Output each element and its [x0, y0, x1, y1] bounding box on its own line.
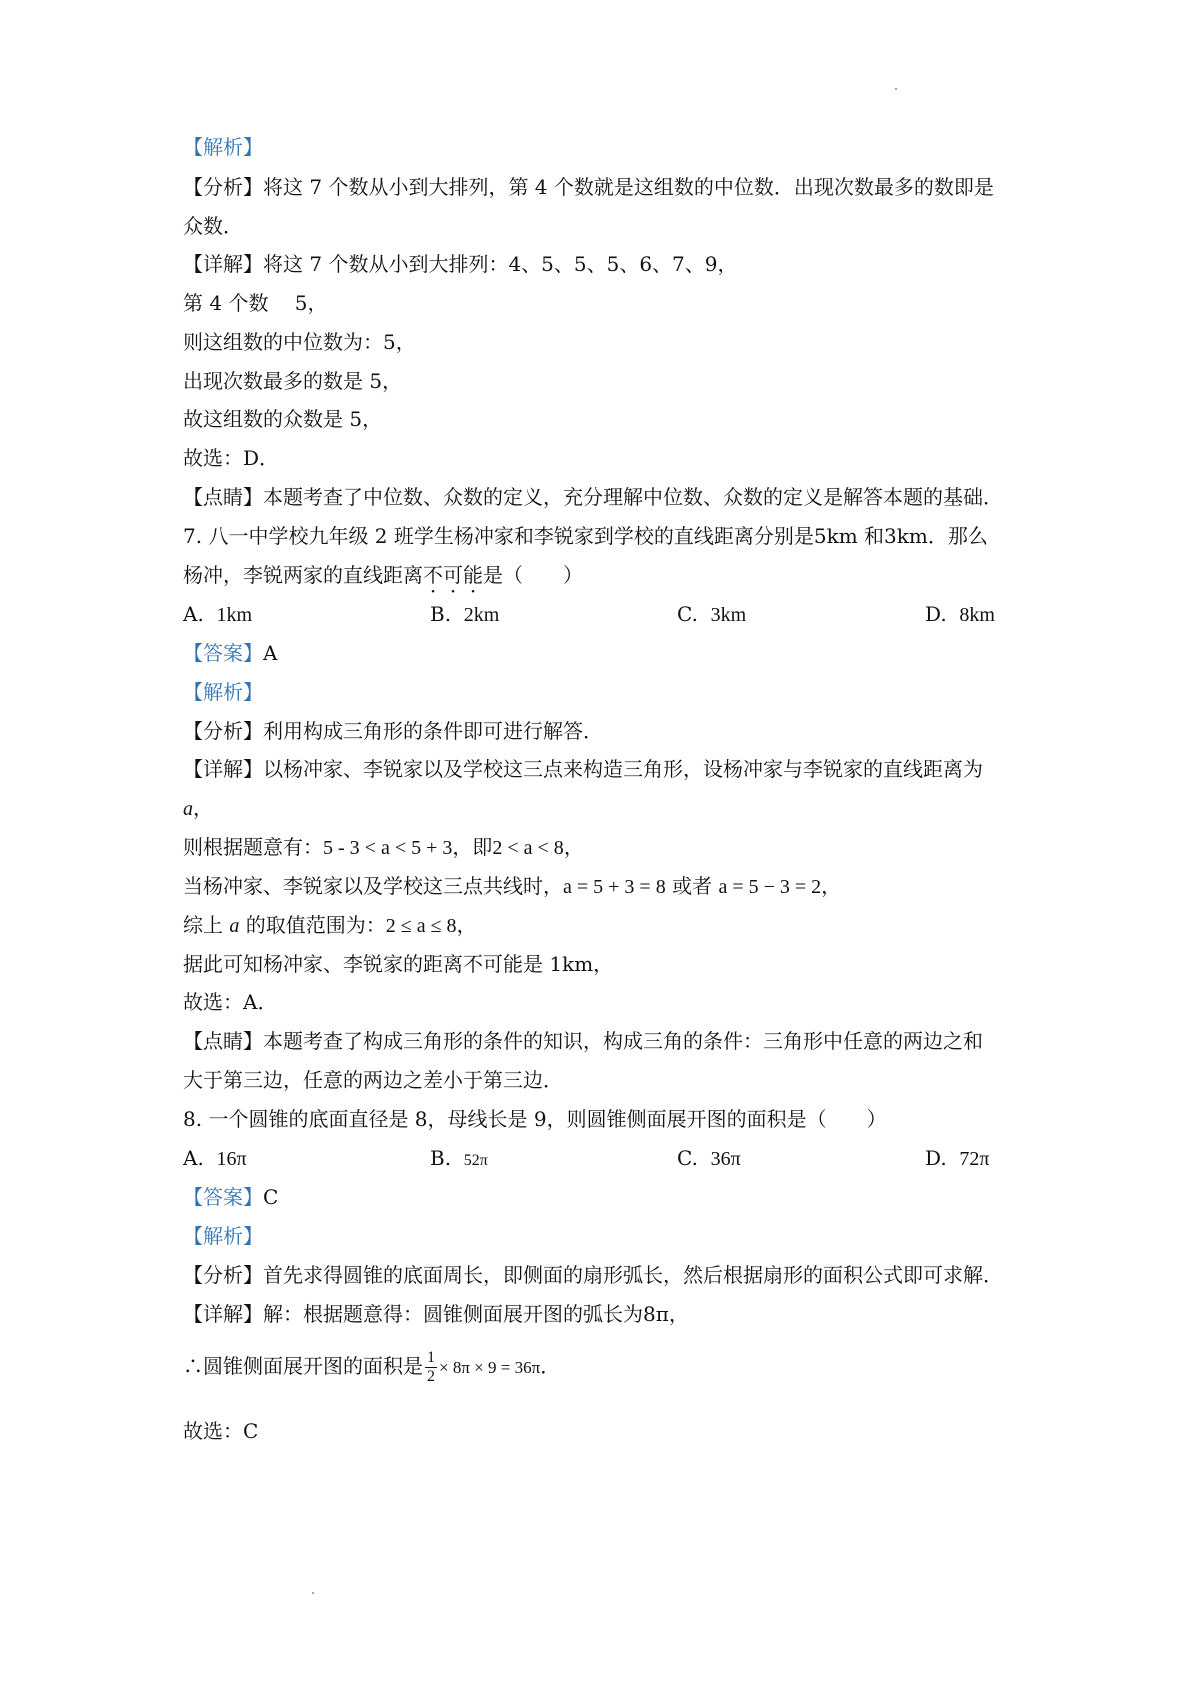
- option-letter: B.: [430, 1146, 452, 1170]
- q7-option-c: [677, 600, 746, 629]
- option-letter: C.: [677, 602, 698, 626]
- dianjing-text: 本题考查了中位数、众数的定义，充分理解中位数、众数的定义是解答本题的基础．: [263, 485, 1003, 509]
- q8-option-a: [183, 1144, 247, 1173]
- math-expression: 5 - 3 < a < 5 + 3: [323, 837, 453, 859]
- option-text: 72π: [959, 1148, 990, 1170]
- q7-option-b: [430, 600, 499, 629]
- q8-jiexi-heading: 【解析】: [183, 1224, 263, 1248]
- dianjing-text: 本题考查了构成三角形的条件的知识，构成三角的条件：三角形中任意的两边之和: [263, 1029, 983, 1053]
- text: 当杨冲家、李锐家以及学校这三点共线时，: [183, 874, 563, 898]
- q8-fenxi: [183, 1261, 1003, 1289]
- option-letter: A.: [183, 602, 204, 626]
- answer-tag: 【答案】: [183, 641, 263, 665]
- q8-line-2: [183, 1344, 560, 1390]
- q7-line-4: [183, 872, 841, 901]
- option-text: 2km: [463, 604, 500, 626]
- xiangjie-tag: 【详解】: [183, 757, 263, 781]
- q7-dianjing: [183, 1027, 983, 1055]
- math-expression: 2 ≤ a ≤ 8: [385, 915, 457, 937]
- scan-dot: [312, 1592, 314, 1594]
- q6-jiexi-heading: 【解析】: [183, 135, 263, 159]
- punct: ，: [821, 874, 842, 898]
- q7-dianjing-cont: 大于第三边，任意的两边之差小于第三边．: [183, 1068, 563, 1092]
- option-text: 36π: [710, 1148, 741, 1170]
- xiangjie-text: 将这 7 个数从小到大排列：4、5、5、5、6、7、9，: [263, 252, 738, 276]
- option-letter: D.: [925, 1146, 947, 1170]
- text: 则根据题意有：: [183, 835, 323, 859]
- fraction: [425, 1349, 437, 1386]
- emphasis-char: 能: [463, 563, 483, 587]
- q8-option-c: [677, 1144, 741, 1173]
- xiangjie-text: 以杨冲家、李锐家以及学校这三点来构造三角形，设杨冲家与李锐家的直线距离为: [263, 757, 983, 781]
- q7-line-5: [183, 911, 477, 940]
- q6-line-4: 出现次数最多的数是 5，: [183, 369, 403, 393]
- fenxi-text: 利用构成三角形的条件即可进行解答．: [263, 719, 603, 743]
- q7-xiangjie-cont: [183, 794, 213, 823]
- option-letter: B.: [430, 602, 452, 626]
- math-expression: 2 < a < 8: [492, 837, 564, 859]
- punct: ，: [193, 796, 213, 820]
- scan-dot: [895, 88, 897, 90]
- q8-xiangjie: [183, 1300, 689, 1328]
- q6-xiangjie: [183, 250, 738, 278]
- math-expression: a = 5 + 3 = 8: [563, 876, 666, 898]
- q7-stem-line-2: [183, 561, 583, 589]
- option-text: 3km: [710, 604, 747, 626]
- xiangjie-tag: 【详解】: [183, 1302, 263, 1326]
- q8-line-3: 故选：C: [183, 1419, 259, 1443]
- fenxi-text: 首先求得圆锥的底面周长，即侧面的扇形弧长，然后根据扇形的面积公式即可求解．: [263, 1263, 1003, 1287]
- fenxi-tag: 【分析】: [183, 719, 263, 743]
- q7-xiangjie: [183, 755, 983, 783]
- q7-fenxi: [183, 717, 603, 745]
- q6-line-6: 故选：D．: [183, 446, 280, 470]
- q7-line-6: 据此可知杨冲家、李锐家的距离不可能是 1km，: [183, 952, 614, 976]
- math-var: a: [183, 798, 193, 820]
- text: 综上: [183, 913, 230, 937]
- q7-option-d: [925, 600, 995, 629]
- option-text: 52π: [463, 1152, 488, 1169]
- option-text: 8km: [959, 604, 995, 626]
- fenxi-tag: 【分析】: [183, 175, 263, 199]
- q6-fenxi: [183, 173, 994, 201]
- q6-dianjing: [183, 483, 1003, 511]
- q7-option-a: [183, 600, 252, 629]
- option-letter: D.: [925, 602, 947, 626]
- math-expression: × 8π × 9 = 36π: [439, 1358, 541, 1377]
- math-var: a: [229, 915, 240, 937]
- q6-line-3: 则这组数的中位数为：5，: [183, 330, 416, 354]
- text: ，即: [452, 835, 493, 859]
- punct: ，: [563, 835, 584, 859]
- q6-line-2: 第 4 个数 5，: [183, 291, 328, 315]
- punct: ．: [540, 1354, 561, 1378]
- q8-option-b: [430, 1144, 488, 1175]
- punct: ，: [456, 913, 477, 937]
- q7-jiexi-heading: 【解析】: [183, 680, 263, 704]
- text: ∴圆锥侧面展开图的面积是: [183, 1354, 423, 1378]
- q8-stem: 8. 一个圆锥的底面直径是 8，母线长是 9，则圆锥侧面展开图的面积是（ ）: [183, 1107, 887, 1131]
- math-expression: a = 5 − 3 = 2: [718, 876, 822, 898]
- q7-stem-part-b: 是（ ）: [483, 563, 583, 587]
- fenxi-text: 将这 7 个数从小到大排列，第 4 个数就是这组数的中位数．出现次数最多的数即是: [263, 175, 994, 199]
- option-text: 16π: [216, 1148, 247, 1170]
- text: 的取值范围为：: [239, 913, 386, 937]
- q7-line-3: [183, 833, 584, 862]
- q6-fenxi-cont: 众数．: [183, 214, 243, 238]
- option-letter: C.: [677, 1146, 698, 1170]
- option-text: 1km: [216, 604, 253, 626]
- q7-stem-line-1: 7. 八一中学校九年级 2 班学生杨冲家和李锐家到学校的直线距离分别是5km 和3km．那么: [183, 524, 988, 548]
- option-letter: A.: [183, 1146, 204, 1170]
- xiangjie-text: 解：根据题意得：圆锥侧面展开图的弧长为8π，: [263, 1302, 689, 1326]
- answer-value: C: [263, 1185, 279, 1209]
- answer-tag: 【答案】: [183, 1185, 263, 1209]
- fraction-numerator: 1: [427, 1349, 435, 1366]
- q8-answer: [183, 1183, 278, 1211]
- emphasis-char: 可: [443, 563, 463, 587]
- text: 或者: [665, 874, 719, 898]
- q7-stem-part-a: 杨冲，李锐两家的直线距离: [183, 563, 423, 587]
- xiangjie-tag: 【详解】: [183, 252, 263, 276]
- q7-line-7: 故选：A．: [183, 990, 278, 1014]
- fenxi-tag: 【分析】: [183, 1263, 263, 1287]
- answer-value: A: [263, 641, 278, 665]
- q8-option-d: [925, 1144, 990, 1173]
- fraction-denominator: 2: [427, 1368, 435, 1385]
- emphasis-char: 不: [423, 563, 443, 587]
- dianjing-tag: 【点睛】: [183, 485, 263, 509]
- q6-line-5: 故这组数的众数是 5，: [183, 407, 383, 431]
- dianjing-tag: 【点睛】: [183, 1029, 263, 1053]
- q7-answer: [183, 639, 277, 667]
